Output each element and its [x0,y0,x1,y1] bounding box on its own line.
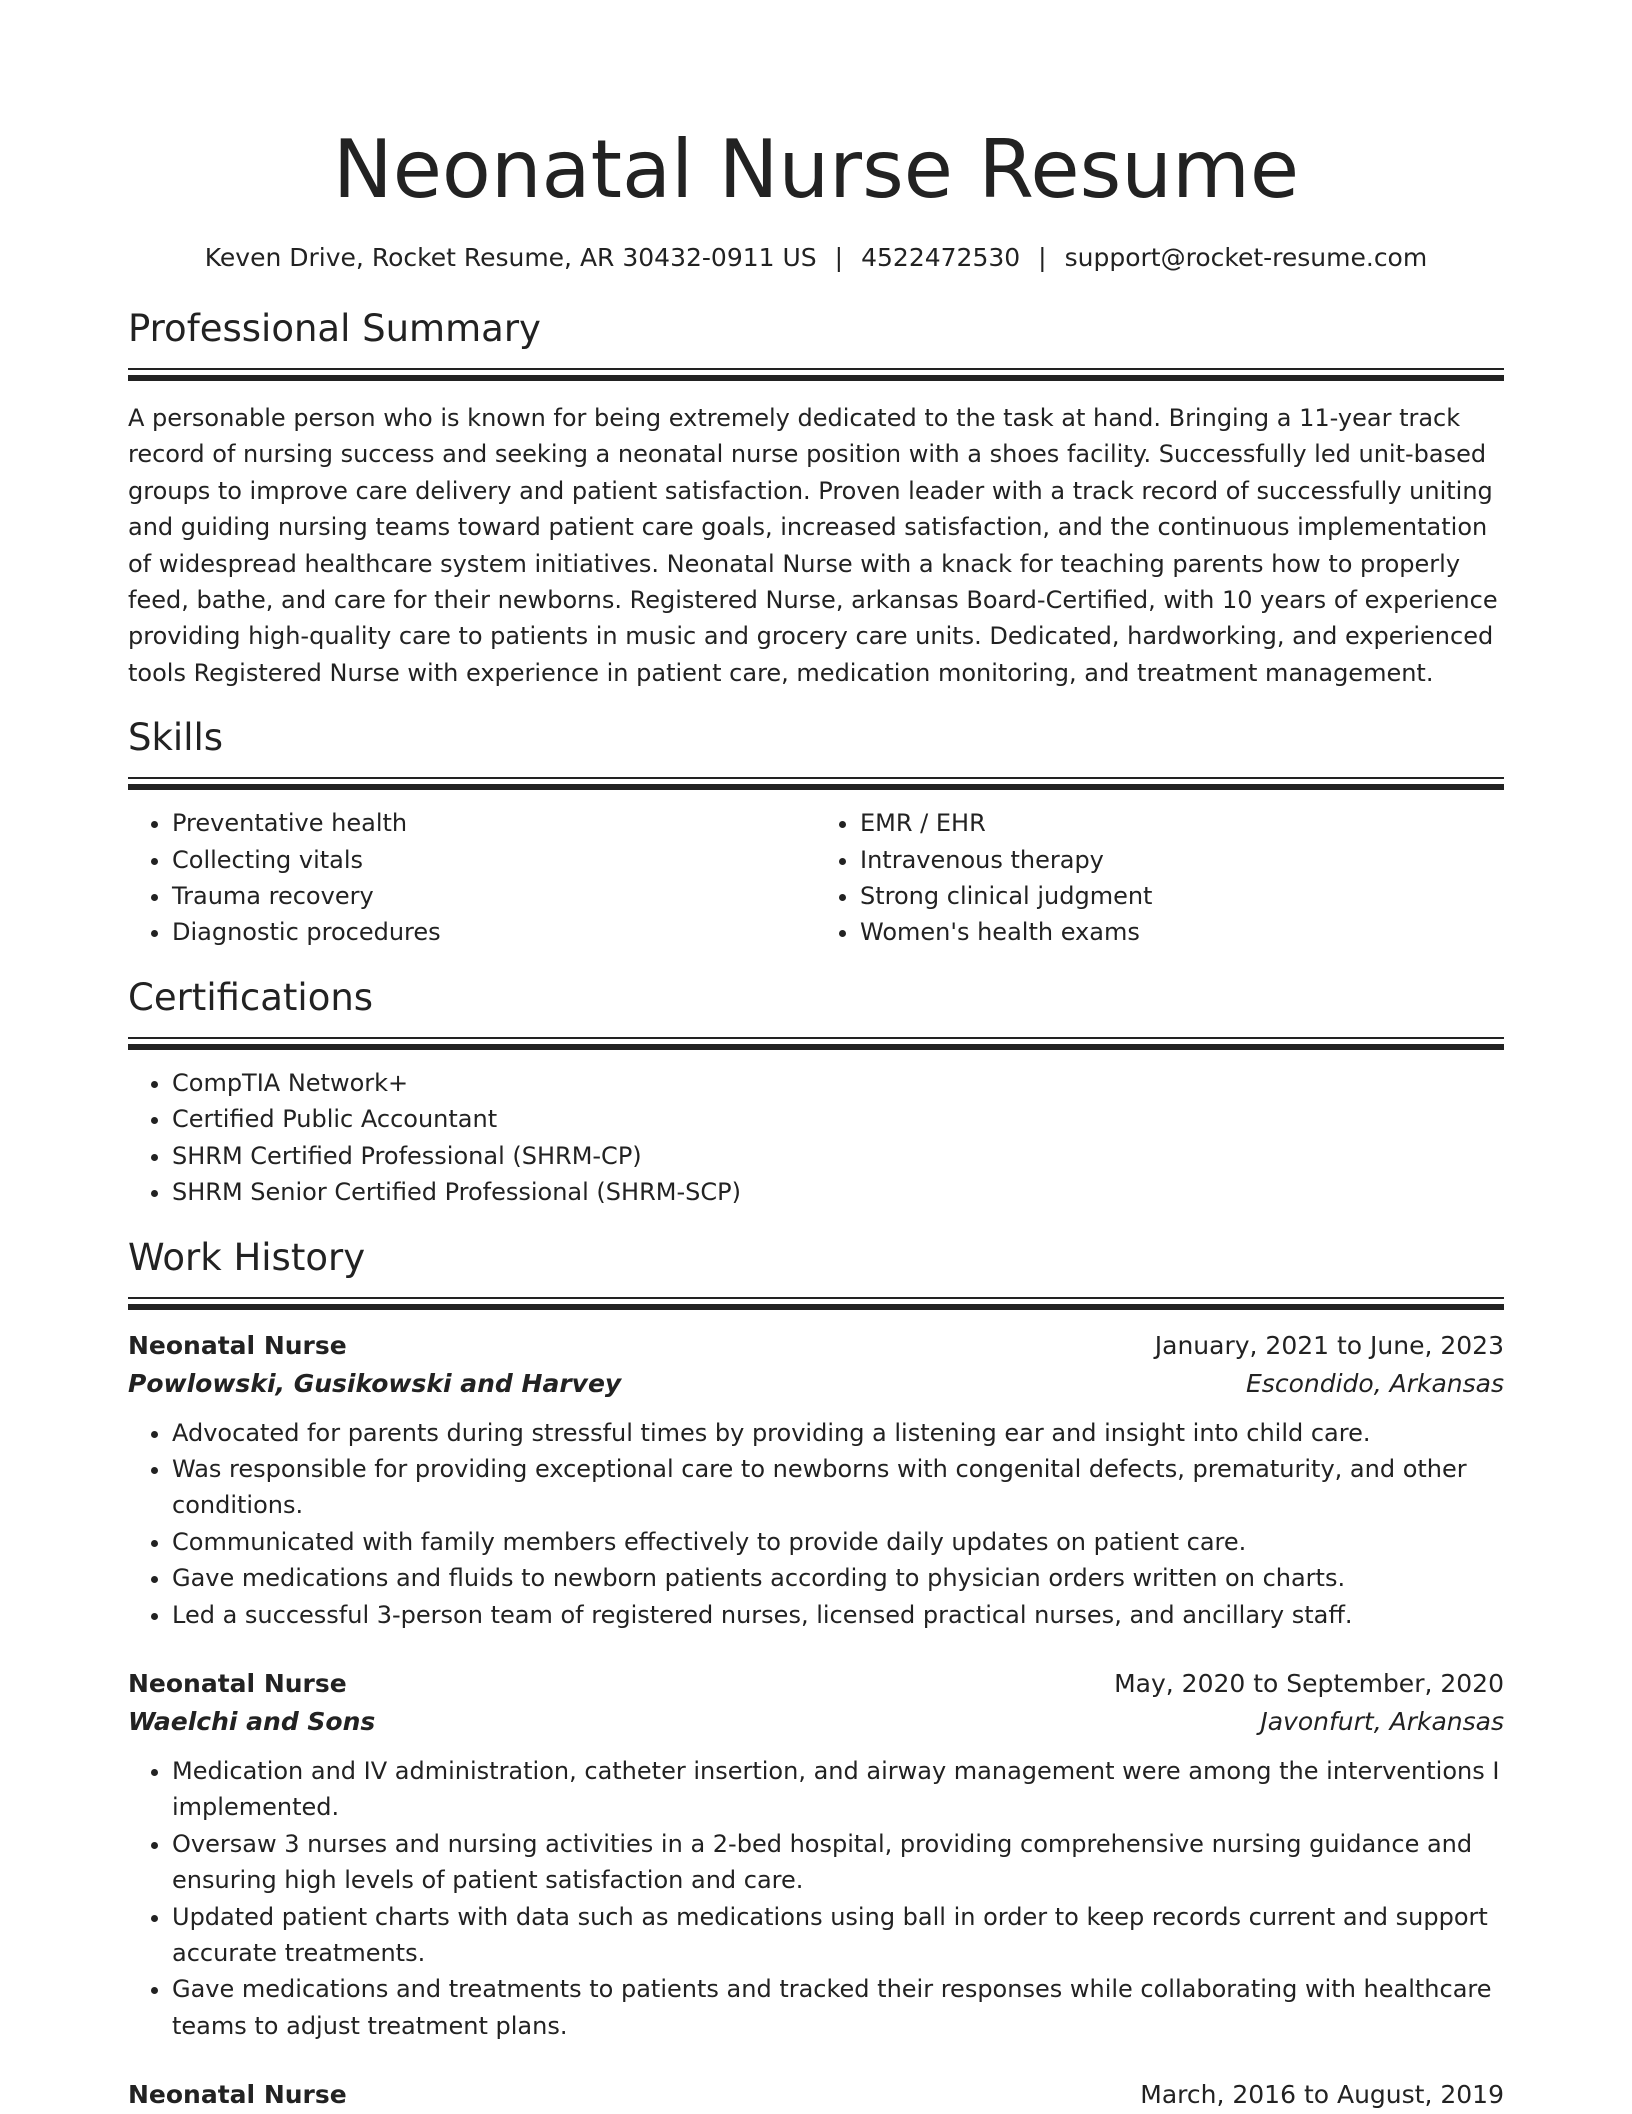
job-duty-item: • Was responsible for providing exceptional care to newborns with congenital defects, prematurity, and other conditions. [172,1451,1504,1524]
job-duty-item: • Communicated with family members effectively to provide daily updates on patient care. [172,1524,1504,1560]
skill-item: • Trauma recovery [172,878,816,914]
section-divider [128,368,1504,382]
skills-heading: Skills [128,713,1504,763]
job-duty-item: • Led a successful 3-person team of registered nurses, licensed practical nurses, and ancillary staff. [172,1597,1504,1633]
job-dates: May, 2020 to September, 2020 [1114,1665,1504,1703]
certification-item: • SHRM Senior Certified Professional (SHRM-SCP) [172,1174,1504,1210]
job-entry [128,1665,1504,2044]
job-duties-list [128,1753,1504,2044]
skill-item: • Preventative health [172,805,816,841]
contact-line [128,238,1504,278]
job-duty-item: • Updated patient charts with data such as medications using ball in order to keep records current and support accurate treatments. [172,1899,1504,1972]
job-dates: March, 2016 to August, 2019 [1140,2076,1504,2114]
skills-right-list [816,805,1504,951]
job-duty-item: • Medication and IV administration, catheter insertion, and airway management were among the interventions I implemented. [172,1753,1504,1826]
job-title: Neonatal Nurse [128,2076,347,2114]
skill-item: • Diagnostic procedures [172,914,816,950]
job-entry [128,2076,1504,2114]
resume-title: Neonatal Nurse Resume [128,0,1504,220]
skills-grid [128,805,1504,951]
job-title: Neonatal Nurse [128,1665,347,1703]
section-divider [128,1297,1504,1311]
skill-item: • Intravenous therapy [860,842,1504,878]
certification-item: • SHRM Certified Professional (SHRM-CP) [172,1138,1504,1174]
work-history-section [128,1233,1504,2114]
summary-heading: Professional Summary [128,304,1504,354]
certifications-list [128,1065,1504,1211]
job-company: Waelchi and Sons [128,1703,375,1741]
contact-address: Keven Drive, Rocket Resume, AR 30432-0911 US [205,243,817,272]
job-dates: January, 2021 to June, 2023 [1155,1327,1504,1365]
job-duty-item: • Oversaw 3 nurses and nursing activities in a 2-bed hospital, providing comprehensive nursing guidance and ensuring high levels of patient satisfaction and care. [172,1826,1504,1899]
job-duty-item: • Advocated for parents during stressful times by providing a listening ear and insight into child care. [172,1415,1504,1451]
job-entry [128,1327,1504,1633]
job-duty-item: • Gave medications and treatments to patients and tracked their responses while collaborating with healthcare teams to adjust treatment plans. [172,1971,1504,2044]
contact-email[interactable]: support@rocket-resume.com [1065,243,1428,272]
skills-left-list [128,805,816,951]
job-header-row [128,1327,1504,1365]
certification-item: • CompTIA Network+ [172,1065,1504,1101]
summary-section [128,304,1504,691]
contact-phone: 4522472530 [861,243,1020,272]
resume-page [128,0,1504,2114]
contact-separator: | [1020,243,1064,272]
work-history-heading: Work History [128,1233,1504,1283]
job-company-row [128,1365,1504,1403]
job-duties-list [128,1415,1504,1633]
job-header-row [128,2076,1504,2114]
job-title: Neonatal Nurse [128,1327,347,1365]
certifications-heading: Certifications [128,973,1504,1023]
section-divider [128,1037,1504,1051]
job-duty-item: • Gave medications and fluids to newborn patients according to physician orders written on charts. [172,1560,1504,1596]
contact-separator: | [817,243,861,272]
skill-item: • Collecting vitals [172,842,816,878]
job-company: Powlowski, Gusikowski and Harvey [128,1365,621,1403]
skill-item: • Women's health exams [860,914,1504,950]
certifications-section [128,973,1504,1211]
job-header-row [128,1665,1504,1703]
skill-item: • Strong clinical judgment [860,878,1504,914]
summary-text: A personable person who is known for being extremely dedicated to the task at hand. Bringing a 11-year track record of nursing success and seeking a neonatal nurse position with a shoes facility. Successfully led unit-based groups to improve care delivery and patient satisfaction. Proven leader with a track record of successfully uniting and guiding nursing teams toward patient care goals, increased satisfaction, and the continuous implementation of widespread healthcare system initiatives. Neonatal Nurse with a knack for teaching parents how to properly feed, bathe, and care for their newborns. Registered Nurse, arkansas Board-Certified, with 10 years of experience providing high-quality care to patients in music and grocery care units. Dedicated, hardworking, and experienced tools Registered Nurse with experience in patient care, medication monitoring, and treatment management. [128,400,1504,691]
skill-item: • EMR / EHR [860,805,1504,841]
skills-section [128,713,1504,951]
job-location: Escondido, Arkansas [1246,1365,1504,1403]
job-company-row [128,1703,1504,1741]
job-location: Javonfurt, Arkansas [1260,1703,1504,1741]
section-divider [128,777,1504,791]
certification-item: • Certified Public Accountant [172,1101,1504,1137]
